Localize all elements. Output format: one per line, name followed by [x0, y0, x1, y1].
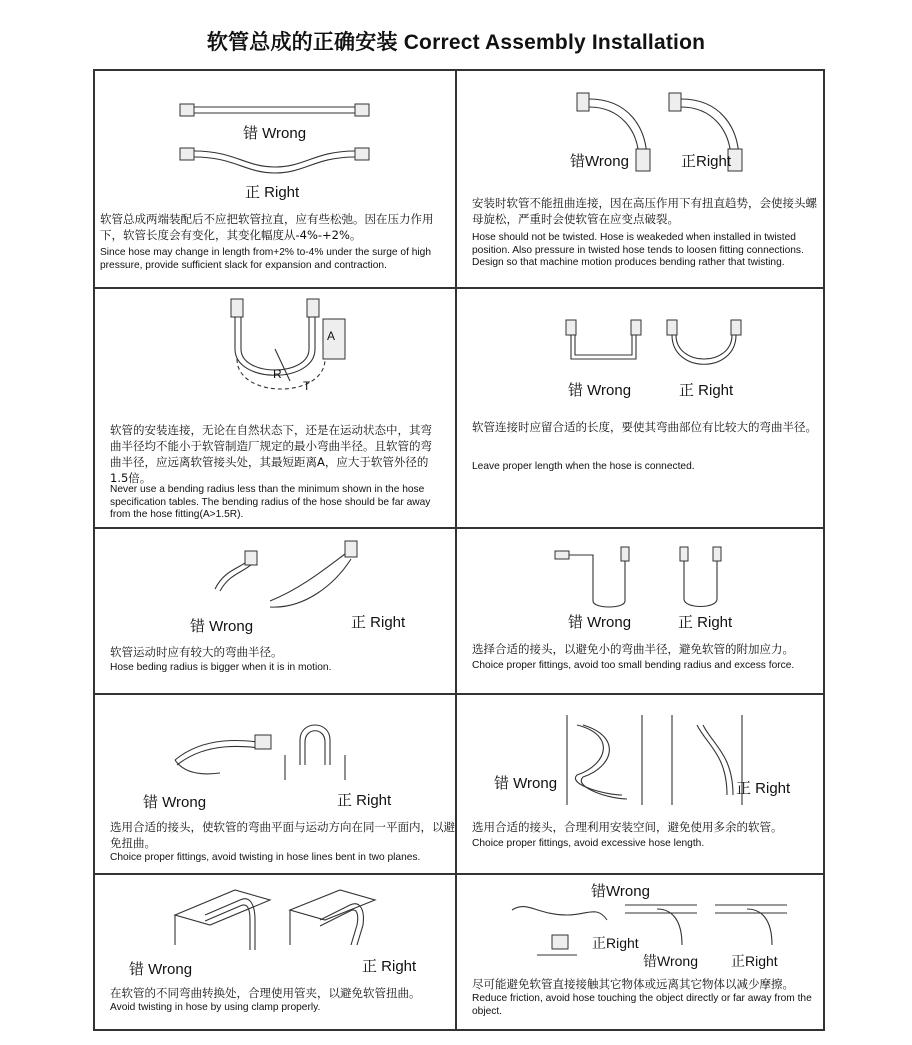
right-label: 正 Right	[362, 958, 417, 975]
panel-text-en: Leave proper length when the hose is connected.	[472, 461, 695, 472]
panel-text-cn: 选用合适的接头，使软管的弯曲平面与运动方向在同一平面内，以避免扭曲。	[110, 820, 455, 850]
dimension-t: T	[303, 379, 311, 393]
panel-text-en: Choice proper fittings, avoid twisting in hose lines bent in two planes.	[110, 852, 421, 863]
panel-text-cn: 软管连接时应留合适的长度，要使其弯曲部位有比较大的弯曲半径。	[472, 420, 817, 434]
right-label-bottom: 正Right	[731, 953, 778, 969]
right-label: 正Right	[681, 153, 732, 170]
panel-excess-length	[456, 694, 824, 874]
length-illustration	[457, 289, 825, 389]
clamp-illustration	[95, 875, 457, 965]
right-label: 正 Right	[679, 382, 734, 399]
panel-text-en: Avoid twisting in hose by using clamp properly.	[110, 1002, 321, 1013]
installation-grid	[93, 69, 825, 1031]
panel-text-cn: 尽可能避免软管直接接触其它物体或远离其它物体以减少摩擦。	[472, 977, 794, 991]
wrong-label: 错 Wrong	[190, 618, 254, 635]
right-label: 正 Right	[337, 792, 392, 809]
panel-text-en: Hose beding radius is bigger when it is in motion.	[110, 662, 332, 673]
panel-text-cn: 选用合适的接头，合理利用安装空间，避免使用多余的软管。	[472, 820, 783, 834]
panel-text-cn: 软管运动时应有较大的弯曲半径。	[110, 645, 283, 659]
panel-twist	[456, 70, 824, 288]
wrong-label: 错 Wrong	[129, 961, 193, 978]
dimension-a: A	[327, 329, 336, 343]
panel-clamp	[94, 874, 456, 1030]
panel-friction	[456, 874, 824, 1030]
panel-text-en: Never use a bending radius less than the minimum shown in the hose specification tables. The bending radius of the hose should be far away from the hose fitting(A>1.5R).	[110, 484, 431, 520]
right-label: 正 Right	[245, 184, 300, 201]
panel-text-en: Since hose may change in length from+2% to-4% under the surge of high pressure, provide sufficient slack for expansion and contraction.	[100, 247, 432, 271]
wrong-label: 错Wrong	[570, 153, 629, 170]
panel-text-en: Hose should not be twisted. Hose is weakeded when installed in twisted position. Also pressure in twisted hose tends to loosen fitting connections. Design so that machine motion produces bending rather that twisting.	[472, 232, 804, 268]
panel-text-cn: 选择合适的接头，以避免小的弯曲半径，避免软管的附加应力。	[472, 642, 794, 656]
panel-fittings	[456, 528, 824, 694]
panel-slack	[94, 70, 456, 288]
panel-length	[456, 288, 824, 528]
panel-text-en: Reduce friction, avoid hose touching the object directly or far away from the object.	[472, 993, 812, 1017]
right-label-left: 正Right	[592, 935, 639, 951]
wrong-label-top: 错Wrong	[591, 883, 650, 900]
right-label: 正 Right	[736, 780, 791, 797]
wrong-label: 错 Wrong	[143, 794, 207, 811]
panel-text-en: Choice proper fittings, avoid excessive hose length.	[472, 838, 705, 849]
panel-text-cn: 软管总成两端装配后不应把软管拉直，应有些松弛。因在压力作用下，软管长度会有变化，其变化幅度从-4%-+2%。	[100, 212, 434, 242]
fittings-illustration	[457, 529, 825, 619]
panel-two-planes	[94, 694, 456, 874]
wrong-label: 错 Wrong	[243, 125, 307, 142]
bend-radius-illustration	[95, 289, 457, 409]
panel-text-en: Choice proper fittings, avoid too small bending radius and excess force.	[472, 660, 795, 671]
wrong-label: 错 Wrong	[568, 614, 632, 631]
wrong-label: 错 Wrong	[568, 382, 632, 399]
right-label: 正 Right	[351, 614, 406, 631]
panel-motion	[94, 528, 456, 694]
motion-illustration	[95, 529, 457, 619]
page-title: 软管总成的正确安装 Correct Assembly Installation	[206, 31, 706, 54]
panel-text-cn: 软管的安装连接，无论在自然状态下，还是在运动状态中，其弯曲半径均不能小于软管制造厂规定的最小弯曲半径。且软管的弯曲半径，应远离软管接头处，其最短距离A，应大于软管外径的1.5倍。	[110, 423, 432, 485]
wrong-label-bottom: 错Wrong	[643, 953, 698, 969]
panel-text-cn: 安装时软管不能扭曲连接，因在高压作用下有扭直趋势，会使接头螺母旋松，严重时会使软管在应变点破裂。	[472, 196, 817, 226]
wrong-label: 错 Wrong	[494, 775, 558, 792]
two-planes-illustration	[95, 695, 457, 805]
twist-illustration	[457, 71, 825, 181]
dimension-r: R	[273, 367, 282, 381]
panel-text-cn: 在软管的不同弯曲转换处，合理使用管夹，以避免软管扭曲。	[110, 986, 421, 1000]
right-label: 正 Right	[678, 614, 733, 631]
panel-bend-radius	[94, 288, 456, 528]
